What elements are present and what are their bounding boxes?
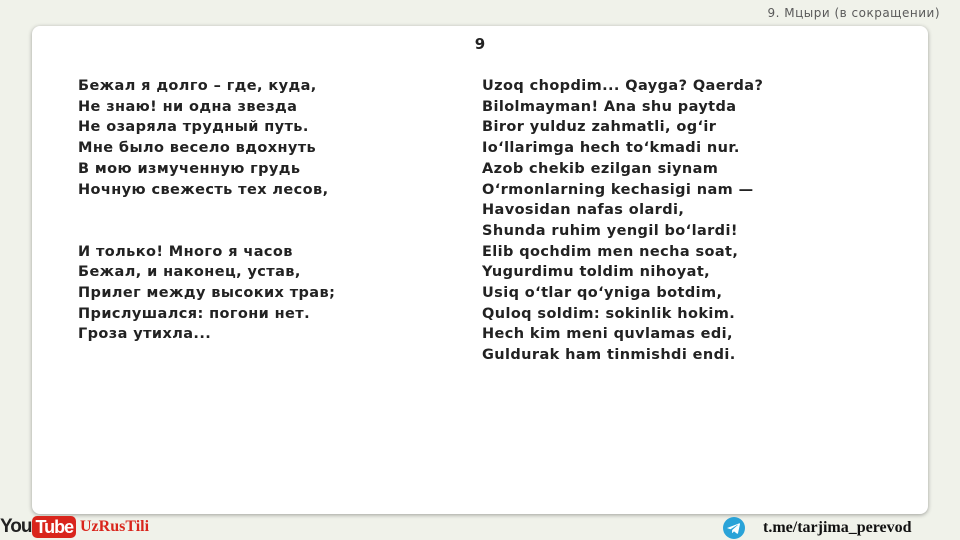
uzbek-line: Bilolmayman! Ana shu paytda	[482, 98, 737, 115]
russian-line: Бежал я долго – где, куда,	[78, 78, 317, 94]
youtube-logo[interactable]	[0, 515, 76, 539]
uzbek-line: Azob chekib ezilgan siynam	[482, 160, 719, 177]
telegram-link[interactable]: t.me/tarjima_perevod	[763, 519, 912, 536]
footer	[0, 514, 960, 540]
uzbek-line: Yugurdimu toldim nihoyat,	[482, 264, 711, 281]
uzbek-line: Havosidan nafas olardi,	[482, 202, 685, 219]
russian-line: Гроза утихла...	[78, 326, 212, 343]
youtube-logo-tube: Tube	[32, 516, 76, 538]
channel-name[interactable]: UzRusTili	[80, 518, 150, 535]
russian-line: Мне было весело вдохнуть	[78, 140, 317, 157]
russian-line: Ночную свежесть тех лесов,	[78, 181, 329, 198]
uzbek-line: Biror yulduz zahmatli, og‘ir	[482, 119, 717, 136]
stanza-gap	[78, 200, 335, 241]
russian-line: И только! Много я часов	[78, 243, 293, 260]
uzbek-line: Elib qochdim men necha soat,	[482, 243, 739, 260]
russian-column	[78, 76, 335, 345]
content-card	[32, 26, 928, 514]
russian-line: Прислушался: погони нет.	[78, 305, 311, 322]
uzbek-line: Guldurak ham tinmishdi endi.	[482, 347, 736, 364]
uzbek-column	[482, 76, 763, 366]
uzbek-line: Uzoq chopdim... Qayga? Qaerda?	[482, 78, 764, 94]
header-title: 9. Мцыри (в сокращении)	[767, 6, 940, 20]
russian-line: Бежал, и наконец, устав,	[78, 264, 301, 281]
russian-line: В мою измученную грудь	[78, 160, 301, 177]
uzbek-line: O‘rmonlarning kechasigi nam —	[482, 181, 754, 198]
russian-line: Не знаю! ни одна звезда	[78, 98, 298, 115]
uzbek-line: Usiq o‘tlar qo‘yniga botdim,	[482, 285, 723, 302]
uzbek-line: Hech kim meni quvlamas edi,	[482, 326, 733, 343]
uzbek-line: Quloq soldim: sokinlik hokim.	[482, 305, 736, 322]
uzbek-line: Io‘llarimga hech to‘kmadi nur.	[482, 140, 740, 157]
russian-line: Не озаряла трудный путь.	[78, 119, 309, 136]
russian-line: Прилег между высоких трав;	[78, 285, 336, 302]
uzbek-line: Shunda ruhim yengil bo‘lardi!	[482, 222, 738, 239]
telegram-icon[interactable]	[723, 517, 745, 539]
page-number: 9	[474, 35, 486, 53]
youtube-logo-you: You	[0, 516, 32, 537]
